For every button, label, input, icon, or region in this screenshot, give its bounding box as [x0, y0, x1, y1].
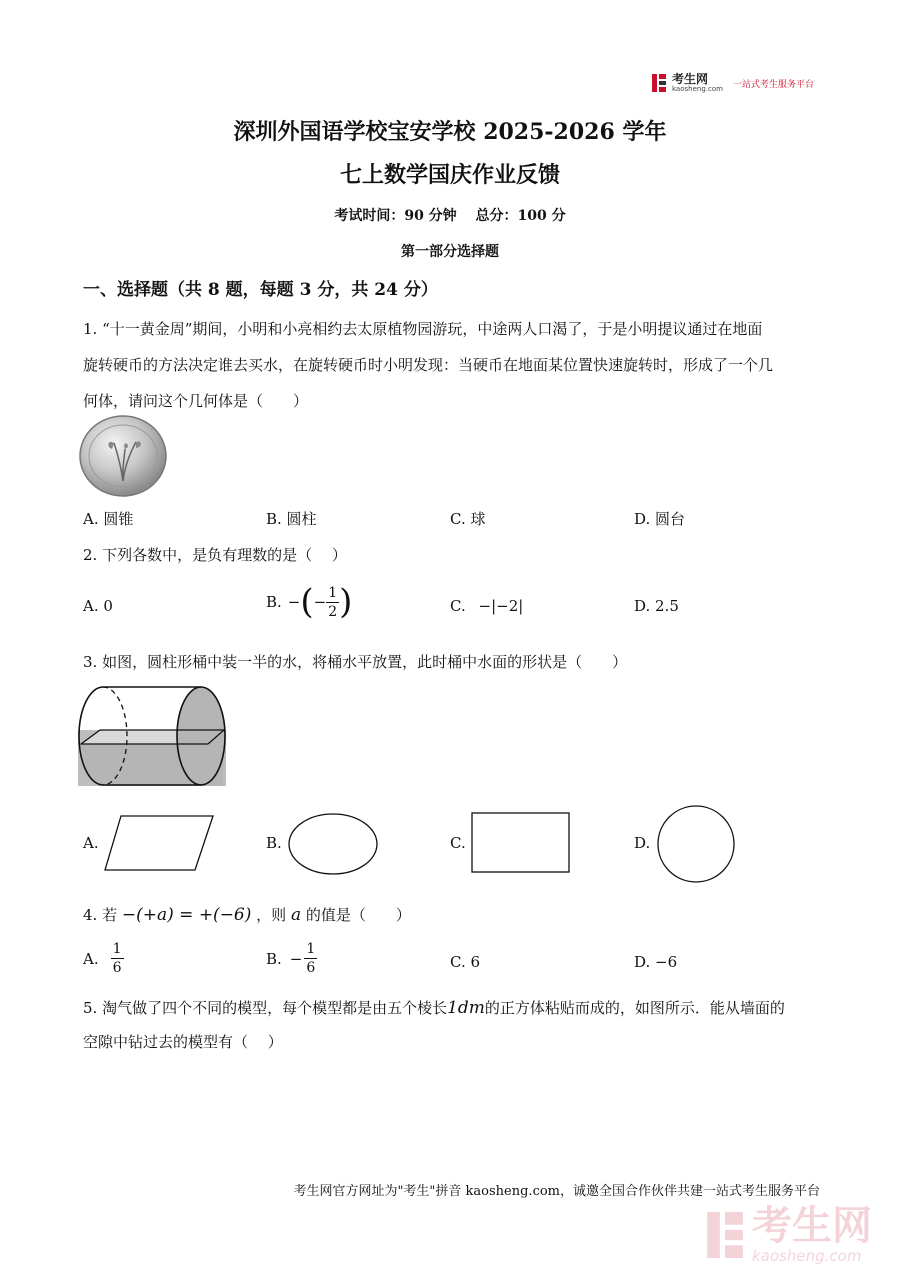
rectangle-shape	[471, 812, 571, 874]
question-2-option-d: D. 2.5	[634, 597, 679, 615]
question-3-option-b: B.	[266, 834, 282, 852]
math-expression: −|−2|	[478, 597, 524, 615]
brand-domain: kaosheng.com	[672, 85, 723, 93]
question-1-option-d: D. 圆台	[634, 510, 686, 528]
question-5-text: 5. 淘气做了四个不同的模型，每个模型都是由五个棱长	[83, 999, 448, 1017]
question-2-option-b	[266, 582, 352, 622]
page-title: 深圳外国语学校宝安学校 2025-2026 学年	[233, 119, 667, 145]
question-3-option-c: C.	[450, 834, 466, 852]
left-paren: (	[300, 582, 314, 622]
fraction	[304, 940, 317, 977]
footer-text: 考生网官方网址为"考生"拼音 kaosheng.com，诚邀全国合作伙伴共建一站式考生服务平台	[293, 1184, 820, 1199]
question-1-line: 1. “十一黄金周”期间，小明和小亮相约去太原植物园游玩，中途两人口渴了，于是小明提议通过在地面	[83, 320, 763, 338]
question-1	[83, 311, 823, 419]
question-3-option-d: D.	[634, 834, 651, 852]
exam-info: 考试时间：90 分钟 总分：100 分	[334, 208, 566, 224]
question-3-option-a: A.	[83, 834, 99, 852]
option-label: B.	[266, 949, 282, 968]
question-4-prefix: 4. 若	[83, 906, 118, 924]
question-2-option-c	[450, 597, 523, 615]
parallelogram-shape	[103, 814, 215, 872]
question-4	[83, 904, 411, 925]
watermark-logo-icon	[706, 1212, 744, 1258]
question-4-option-b	[266, 940, 317, 977]
option-label: C.	[450, 597, 466, 615]
watermark-domain: kaosheng.com	[752, 1247, 862, 1265]
variable: a	[290, 905, 302, 925]
option-label: A.	[83, 949, 99, 968]
cylinder-figure	[78, 686, 228, 790]
numerator: 1	[112, 941, 122, 957]
minus-sign: −	[313, 593, 327, 611]
question-3: 3. 如图，圆柱形桶中装一半的水，将桶水平放置，此时桶中水面的形状是（ ）	[83, 653, 628, 671]
brand-name: 考生网	[672, 72, 709, 86]
denominator: 6	[112, 960, 122, 976]
fraction	[326, 584, 339, 621]
coin-image	[78, 415, 168, 497]
minus-sign: −	[287, 593, 301, 611]
question-5-text: 的正方体粘贴而成的，如图所示．能从墙面的	[484, 999, 785, 1017]
question-2: 2. 下列各数中，是负有理数的是（ ）	[83, 546, 347, 564]
option-label: B.	[266, 593, 282, 611]
question-5	[83, 991, 823, 1059]
question-4-option-c: C. 6	[450, 953, 481, 971]
unit: 1dm	[447, 998, 485, 1018]
right-paren: )	[339, 582, 353, 622]
question-2-option-a: A. 0	[83, 597, 113, 615]
question-5-line	[83, 991, 823, 1025]
question-5-line: 空隙中钻过去的模型有（ ）	[83, 1033, 283, 1051]
fraction	[111, 940, 124, 977]
brand-text	[672, 73, 723, 93]
minus-sign: −	[289, 949, 303, 968]
ellipse-shape	[287, 812, 379, 876]
section-heading: 一、选择题（共 8 题，每题 3 分，共 24 分）	[83, 280, 438, 300]
part-heading: 第一部分选择题	[401, 244, 499, 260]
brand-slogan: 一站式考生服务平台	[732, 79, 814, 90]
question-1-line: 何体，请问这个几何体是（ ）	[83, 392, 309, 410]
denominator: 2	[328, 603, 338, 620]
numerator: 1	[306, 941, 316, 957]
question-1-line: 旋转硬币的方法决定谁去买水，在旋转硬币时小明发现：当硬币在地面某位置快速旋转时，形成了一个几	[83, 356, 774, 374]
equation: −(+a) = +(−6)	[121, 905, 252, 925]
circle-shape	[656, 804, 736, 884]
question-4-option-a	[83, 940, 124, 977]
numerator: 1	[328, 584, 338, 601]
question-4-suffix: 的值是（ ）	[305, 906, 411, 924]
denominator: 6	[306, 960, 316, 976]
brand-logo-icon	[652, 74, 666, 92]
question-1-option-b: B. 圆柱	[266, 510, 317, 528]
brand-logo	[652, 73, 814, 93]
watermark-text-block	[752, 1205, 872, 1265]
question-4-option-d: D. −6	[634, 953, 678, 971]
page-subtitle: 七上数学国庆作业反馈	[339, 162, 560, 188]
watermark-text: 考生网	[752, 1203, 872, 1249]
question-4-mid: ，则	[256, 906, 287, 924]
question-1-option-a: A. 圆锥	[83, 510, 134, 528]
watermark	[706, 1205, 872, 1265]
question-1-option-c: C. 球	[450, 510, 486, 528]
